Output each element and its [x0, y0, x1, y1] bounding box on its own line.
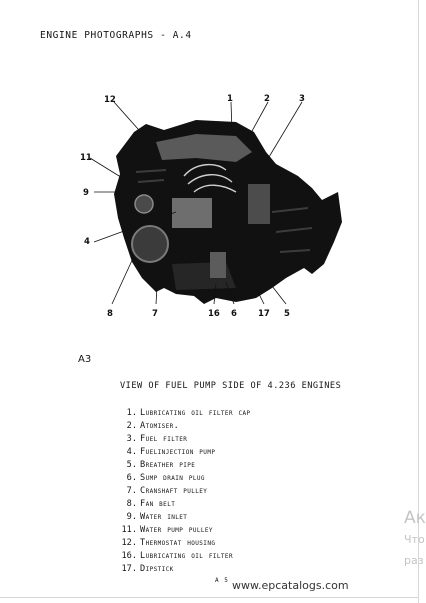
legend-label: Lubricating oil filter: [140, 551, 233, 561]
legend-number: 1.: [126, 408, 137, 418]
legend-number: 3.: [126, 434, 137, 444]
overlay-text-2: Что: [404, 533, 425, 546]
callout-5: 5: [284, 309, 290, 319]
legend-item: [116, 550, 251, 563]
legend-number: 7.: [126, 486, 137, 496]
legend-item: [116, 407, 251, 420]
legend-item: [116, 446, 251, 459]
legend-label: Dipstick: [140, 564, 174, 574]
figure-caption: VIEW OF FUEL PUMP SIDE OF 4.236 ENGINES: [120, 381, 342, 391]
legend-item: [116, 472, 251, 485]
legend-number: 5.: [126, 460, 137, 470]
oil-filter-highlight: [210, 252, 226, 278]
overlay-text-3: раз: [404, 554, 424, 567]
legend-number: 17.: [121, 564, 137, 574]
callout-6: 6: [231, 309, 237, 319]
callout-1: 1: [227, 94, 233, 104]
legend-number: 9.: [126, 512, 137, 522]
pulley-highlight: [132, 226, 168, 262]
sump-highlight: [172, 262, 236, 290]
section-id: A3: [78, 354, 92, 365]
legend-number: 2.: [126, 421, 137, 431]
legend-label: Water pump pulley: [140, 525, 213, 535]
legend-label: Thermostat housing: [140, 538, 216, 548]
legend-item: [116, 459, 251, 472]
callout-8: 8: [107, 309, 113, 319]
callout-2: 2: [264, 94, 270, 104]
callout-16: 16: [208, 309, 220, 319]
legend-item: [116, 511, 251, 524]
legend-item: [116, 563, 251, 576]
overlay-text-1: Ак: [404, 508, 426, 528]
legend-label: Lubricating oil filter cap: [140, 408, 251, 418]
legend-label: Breather pipe: [140, 460, 196, 470]
engine-photo-svg: [76, 92, 346, 322]
legend-number: 8.: [126, 499, 137, 509]
callout-9: 9: [83, 188, 89, 198]
legend-item: [116, 537, 251, 550]
fuel-pump-highlight: [172, 198, 212, 228]
callout-11: 11: [80, 153, 92, 163]
legend-label: Sump drain plug: [140, 473, 205, 483]
callout-17: 17: [258, 309, 270, 319]
fuel-filter-highlight: [248, 184, 270, 224]
legend-label: Fuel filter: [140, 434, 188, 444]
callout-4: 4: [84, 237, 90, 247]
legend-label: Fan belt: [140, 499, 176, 509]
water-pump-pulley-highlight: [135, 195, 153, 213]
legend-number: 12.: [121, 538, 137, 548]
legend-item: [116, 524, 251, 537]
legend-number: 6.: [126, 473, 137, 483]
legend-number: 11.: [121, 525, 137, 535]
page-number: A 5: [215, 577, 229, 584]
engine-photograph: [76, 92, 346, 322]
legend-number: 16.: [121, 551, 137, 561]
watermark-link[interactable]: www.epcatalogs.com: [232, 579, 349, 592]
legend-item: [116, 433, 251, 446]
legend-label: Water inlet: [140, 512, 188, 522]
callout-7: 7: [152, 309, 158, 319]
page-title: ENGINE PHOTOGRAPHS - A.4: [40, 30, 192, 41]
legend-number: 4.: [126, 447, 137, 457]
legend-label: Atomiser.: [140, 421, 180, 431]
legend-label: Cranshaft pulley: [140, 486, 208, 496]
parts-legend: [116, 407, 251, 576]
legend-item: [116, 498, 251, 511]
legend-item: [116, 485, 251, 498]
legend-item: [116, 420, 251, 433]
page-edge-bottom: [0, 597, 419, 598]
callout-3: 3: [299, 94, 305, 104]
legend-label: Fuelinjection pump: [140, 447, 216, 457]
callout-12: 12: [104, 95, 116, 105]
